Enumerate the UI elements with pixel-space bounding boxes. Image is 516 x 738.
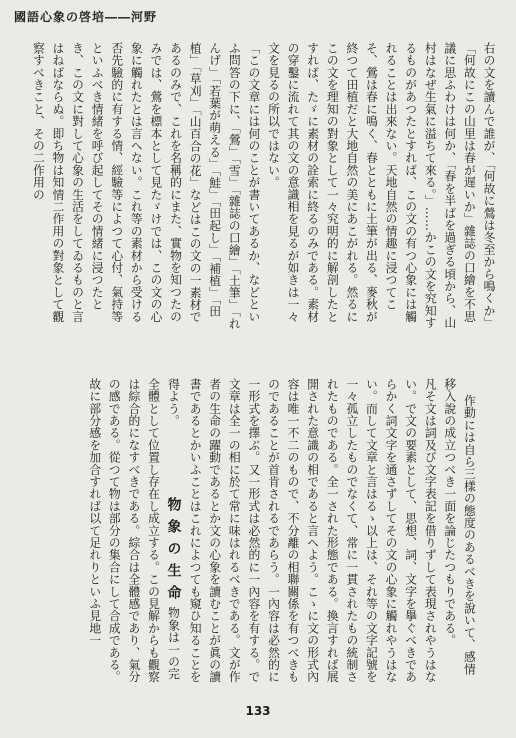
upper-text-block: 右の文を讀んで誰が、「何故に鶯は冬至から鳴くか」「何故にこの山里は春が遅いか」雜誌の口繪を不思議に思ふわけは何か、「春を半ばを過ぎる頃から、山村はなぜ生氣に溢ちて來る。」……かこの文を究知するものがあつたとすれば、この文の有つ心象には觸れることは出來ない。天地自然の情趣に浸つてこそ、鶯は春に鳴く、春とともに土筆が出る、麥秋が終つて田植だと大地自然の美にあこがれる。然るにこの文を理知の對象として一々究明的に解剖したとすれば、たゞに素材の詮索に終るのみである。素材の穿鑿に流れて其の文の意識相を見るが如きは一々文を見るの所以ではない。 「この文章には何のことが書いてあるか、などといふ問答の下に、「鶯」「雪」「雜誌の口繪」「土筆」「れんげ」「若葉が萌える」「鮭」「田起し」「補植」「田植」「草刈」「山百合の花」などはこの文の一素材であるのみで、これを名稱的にまた、實物を知つたのみでは、鶯を標本として見たゞけでは、この文の心象に觸れたとは言へない。これ等の素材から受ける否先驗的に有する情、經驗等によつて心付、氣持等といふべき情緒を呼び起してその情緒に浸つたとき、この文に對して心象の生活をしてゐるものと言はねばならぬ。即ち物は知情二作用の對象として觀察すべきこと、その二作用の [31, 42, 496, 330]
lower-text-block [26, 378, 498, 686]
lower-paragraphs: 作動には自ら三樣の態度のあるべきを說いて、感情移入說の成立つべき一面を論じたつもりである。 凡そ文は詞及び文字表記を借りずして表現されやうはない。で文の要素として、思想、詞、文字を擧ぐべきであらかく詞文字を通さずしてその文の心象に觸れやうはない。而して文章と言はるゝ以上は、それ等の文字記號を一々孤立したものでなくて、常に一貫されたもの統制されたものである。全一された形態である。換言すれば展開された意識の相であると言へよう。こゝに文の形式內容は唯一不二のもので、不分離の相聯關係を有つべきものであることが首肯されるであらう。一內容は必然的に一形式を擇ぶ。又一形式は必然的に一內容を有する。で文章は全一の相に於て常に味はれるべきである。文が作者の生命の躍動であるとか文の心象を讀むことが眞の讀書であるとかいふことはこれによつても窺ひ知ることを得よう。 [166, 378, 477, 683]
section-heading: 物象の生命 [165, 496, 182, 607]
page-number: 133 [245, 704, 271, 718]
running-header: 國語心象の啓培――河野 [14, 10, 158, 24]
section-body: 物象は一の完全體として位置し存在し成立する。この見解からも觀察は綜合的になすべきである。綜合は全體感であり、氣分の感である。從つて物は部分の集合にして合成である。故に部分感を加合すれば以て足れりといふ見地一 [87, 378, 181, 683]
